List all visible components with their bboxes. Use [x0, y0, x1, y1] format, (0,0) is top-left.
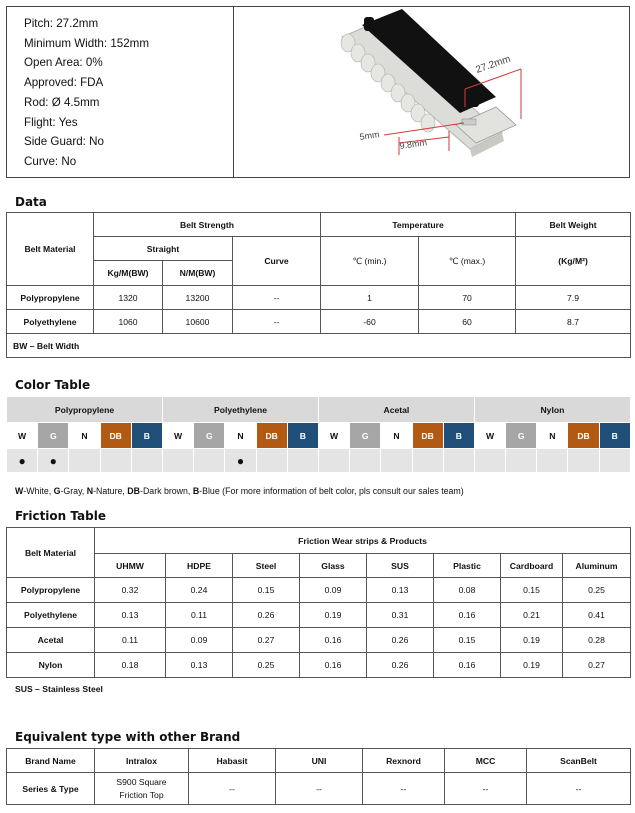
- color-material-polypropylene: Polypropylene: [7, 397, 163, 423]
- table-row: [7, 310, 631, 334]
- row-n: 13200: [163, 286, 233, 310]
- availability-empty: [599, 449, 630, 473]
- scanbelt-series: --: [527, 773, 631, 805]
- color-swatch-nature: N: [225, 423, 256, 449]
- color-swatch-dark-brown: DB: [568, 423, 599, 449]
- color-swatch-blue: B: [599, 423, 630, 449]
- color-material-nylon: Nylon: [474, 397, 630, 423]
- friction-belt-material-header: Belt Material: [7, 528, 95, 578]
- friction-cell: 0.31: [367, 603, 434, 628]
- friction-cell: 0.27: [563, 653, 631, 678]
- friction-row-material: Acetal: [7, 628, 95, 653]
- row-tmin: -60: [321, 310, 419, 334]
- temp-min-header: ℃ (min.): [321, 237, 419, 286]
- color-material-polyethylene: Polyethylene: [163, 397, 319, 423]
- row-kg: 1320: [94, 286, 163, 310]
- friction-cell: 0.19: [501, 628, 563, 653]
- friction-cell: 0.19: [300, 603, 367, 628]
- straight-header: Straight: [94, 237, 233, 261]
- friction-cell: 0.13: [367, 578, 434, 603]
- friction-cell: 0.13: [95, 603, 166, 628]
- friction-cell: 0.16: [300, 628, 367, 653]
- brand-habasit: Habasit: [189, 749, 276, 773]
- equivalent-title: Equivalent type with other Brand: [15, 730, 241, 744]
- intralox-series: S900 Square Friction Top: [95, 773, 189, 805]
- rexnord-series: --: [363, 773, 445, 805]
- friction-row-material: Polyethylene: [7, 603, 95, 628]
- temp-max-header: ℃ (max.): [419, 237, 516, 286]
- color-swatch-nature: N: [69, 423, 100, 449]
- friction-cell: 0.25: [563, 578, 631, 603]
- availability-empty: [443, 449, 474, 473]
- friction-table-title: Friction Table: [15, 509, 106, 523]
- row-material: Polyethylene: [7, 310, 94, 334]
- n-header: N/M(BW): [163, 261, 233, 286]
- color-table: [6, 396, 631, 473]
- friction-row-material: Polypropylene: [7, 578, 95, 603]
- friction-cell: 0.08: [434, 578, 501, 603]
- spec-side-guard: Side Guard: No: [24, 135, 104, 149]
- color-swatch-gray: G: [194, 423, 225, 449]
- friction-col-glass: Glass: [300, 554, 367, 578]
- row-curve: --: [233, 286, 321, 310]
- spec-box: [6, 6, 630, 178]
- availability-empty: [69, 449, 100, 473]
- friction-cell: 0.16: [300, 653, 367, 678]
- row-curve: --: [233, 310, 321, 334]
- belt-module-illustration: [234, 7, 629, 177]
- color-swatch-gray: G: [38, 423, 69, 449]
- friction-cell: 0.15: [233, 578, 300, 603]
- table-row: [7, 286, 631, 310]
- color-legend: W-White, G-Gray, N-Nature, DB-Dark brown, B-Blue (For more information of belt color, pls consult our sales team): [15, 486, 464, 496]
- color-swatch-nature: N: [381, 423, 412, 449]
- friction-group-header: Friction Wear strips & Products: [95, 528, 631, 554]
- color-swatch-white: W: [318, 423, 349, 449]
- friction-cell: 0.19: [501, 653, 563, 678]
- color-swatch-dark-brown: DB: [256, 423, 287, 449]
- friction-cell: 0.15: [501, 578, 563, 603]
- data-title: Data: [15, 195, 47, 209]
- friction-cell: 0.18: [95, 653, 166, 678]
- table-row: [7, 773, 631, 805]
- friction-cell: 0.41: [563, 603, 631, 628]
- spec-rod: Rod: Ø 4.5mm: [24, 95, 100, 109]
- brand-scanbelt: ScanBelt: [527, 749, 631, 773]
- friction-cell: 0.16: [434, 653, 501, 678]
- friction-col-uhmw: UHMW: [95, 554, 166, 578]
- friction-cell: 0.26: [233, 603, 300, 628]
- curve-header: Curve: [233, 237, 321, 286]
- availability-empty: [506, 449, 537, 473]
- friction-table: [6, 527, 631, 678]
- habasit-series: --: [189, 773, 276, 805]
- color-code-row: [7, 423, 631, 449]
- friction-cell: 0.32: [95, 578, 166, 603]
- friction-row-material: Nylon: [7, 653, 95, 678]
- availability-dot: ●: [38, 449, 69, 473]
- friction-cell: 0.13: [166, 653, 233, 678]
- color-swatch-blue: B: [443, 423, 474, 449]
- belt-diagram: [234, 7, 629, 177]
- row-weight: 8.7: [516, 310, 631, 334]
- availability-empty: [194, 449, 225, 473]
- table-row: [7, 653, 631, 678]
- friction-cell: 0.28: [563, 628, 631, 653]
- row-tmax: 70: [419, 286, 516, 310]
- belt-strength-header: Belt Strength: [94, 213, 321, 237]
- spec-list: [7, 7, 234, 177]
- friction-col-sus: SUS: [367, 554, 434, 578]
- color-swatch-gray: G: [506, 423, 537, 449]
- color-availability-row: [7, 449, 631, 473]
- spec-open-area: Open Area: 0%: [24, 56, 103, 70]
- dim-5mm-label: 5mm: [358, 129, 381, 142]
- friction-cell: 0.27: [233, 628, 300, 653]
- friction-col-aluminum: Aluminum: [563, 554, 631, 578]
- friction-cell: 0.26: [367, 653, 434, 678]
- row-n: 10600: [163, 310, 233, 334]
- availability-empty: [537, 449, 568, 473]
- color-swatch-blue: B: [287, 423, 318, 449]
- friction-col-hdpe: HDPE: [166, 554, 233, 578]
- availability-empty: [568, 449, 599, 473]
- data-table: [6, 212, 631, 358]
- availability-empty: [287, 449, 318, 473]
- friction-cell: 0.26: [367, 628, 434, 653]
- availability-empty: [412, 449, 443, 473]
- row-kg: 1060: [94, 310, 163, 334]
- brand-mcc: MCC: [445, 749, 527, 773]
- spec-curve: Curve: No: [24, 154, 77, 168]
- weight-unit-header: (Kg/M²): [516, 237, 631, 286]
- kg-header: Kg/M(BW): [94, 261, 163, 286]
- dim-9-8mm-label: 9.8mm: [398, 137, 428, 151]
- table-row: [7, 628, 631, 653]
- availability-empty: [474, 449, 505, 473]
- brand-intralox: Intralox: [95, 749, 189, 773]
- belt-width-note: BW – Belt Width: [7, 334, 631, 358]
- spec-approved: Approved: FDA: [24, 76, 104, 90]
- color-swatch-gray: G: [350, 423, 381, 449]
- friction-cell: 0.24: [166, 578, 233, 603]
- color-material-acetal: Acetal: [318, 397, 474, 423]
- sus-note: SUS – Stainless Steel: [15, 684, 103, 694]
- friction-cell: 0.21: [501, 603, 563, 628]
- friction-cell: 0.11: [166, 603, 233, 628]
- color-table-title: Color Table: [15, 378, 91, 392]
- color-swatch-white: W: [7, 423, 38, 449]
- availability-empty: [350, 449, 381, 473]
- color-swatch-blue: B: [131, 423, 162, 449]
- belt-weight-header: Belt Weight: [516, 213, 631, 237]
- availability-dot: ●: [7, 449, 38, 473]
- table-row: [7, 603, 631, 628]
- mcc-series: --: [445, 773, 527, 805]
- availability-empty: [256, 449, 287, 473]
- friction-cell: 0.15: [434, 628, 501, 653]
- row-tmin: 1: [321, 286, 419, 310]
- availability-empty: [100, 449, 131, 473]
- availability-dot: ●: [225, 449, 256, 473]
- spec-pitch: Pitch: 27.2mm: [24, 17, 99, 30]
- availability-empty: [163, 449, 194, 473]
- friction-cell: 0.09: [166, 628, 233, 653]
- equivalent-table: [6, 748, 631, 805]
- friction-col-plastic: Plastic: [434, 554, 501, 578]
- belt-material-header: Belt Material: [7, 213, 94, 286]
- availability-empty: [131, 449, 162, 473]
- brand-name-header: Brand Name: [7, 749, 95, 773]
- friction-cell: 0.11: [95, 628, 166, 653]
- brand-rexnord: Rexnord: [363, 749, 445, 773]
- friction-col-cardboard: Cardboard: [501, 554, 563, 578]
- brand-uni: UNI: [276, 749, 363, 773]
- temperature-header: Temperature: [321, 213, 516, 237]
- spec-flight: Flight: Yes: [24, 115, 78, 129]
- color-swatch-dark-brown: DB: [412, 423, 443, 449]
- table-row: [7, 578, 631, 603]
- availability-empty: [318, 449, 349, 473]
- row-weight: 7.9: [516, 286, 631, 310]
- friction-cell: 0.16: [434, 603, 501, 628]
- row-material: Polypropylene: [7, 286, 94, 310]
- color-swatch-white: W: [163, 423, 194, 449]
- friction-cell: 0.09: [300, 578, 367, 603]
- row-tmax: 60: [419, 310, 516, 334]
- color-swatch-white: W: [474, 423, 505, 449]
- friction-col-steel: Steel: [233, 554, 300, 578]
- color-swatch-nature: N: [537, 423, 568, 449]
- spec-minimum-width: Minimum Width: 152mm: [24, 36, 149, 50]
- series-type-header: Series & Type: [7, 773, 95, 805]
- availability-empty: [381, 449, 412, 473]
- uni-series: --: [276, 773, 363, 805]
- pitch-dimension-label: 27.2mm: [474, 53, 513, 76]
- color-swatch-dark-brown: DB: [100, 423, 131, 449]
- friction-cell: 0.25: [233, 653, 300, 678]
